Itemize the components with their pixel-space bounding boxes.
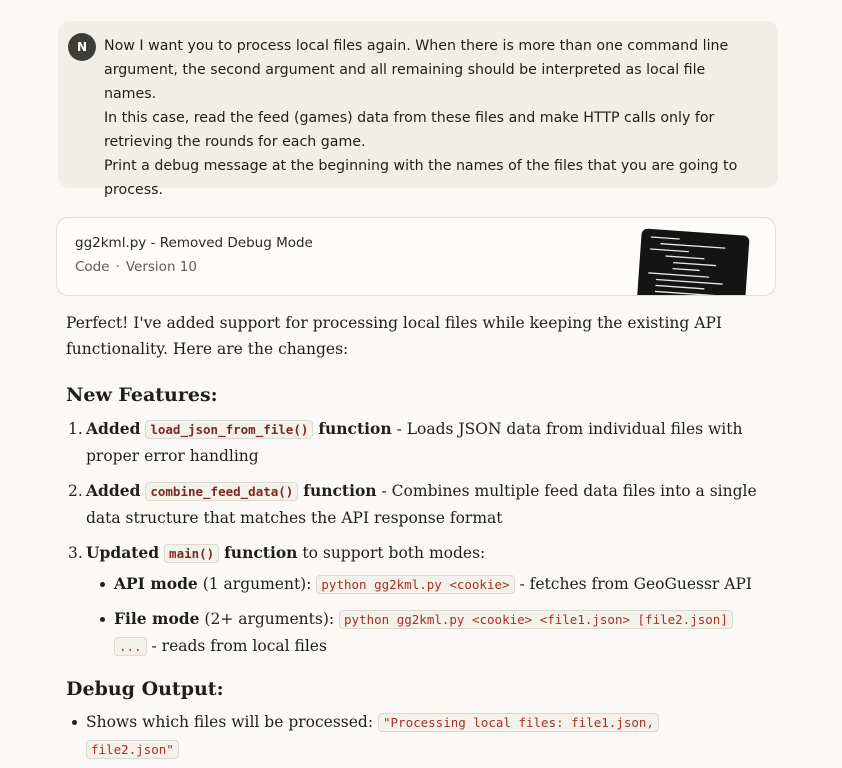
modes-list [86,571,766,660]
debug-list [66,709,706,763]
artifact-version: Version 10 [125,259,197,275]
assistant-response [66,310,766,757]
item-text: - Combines multiple feed data files into a single [376,482,757,500]
item-bold-tail: function [224,543,298,562]
file-mode-args: (2+ arguments): [199,610,340,628]
item-lead: Added [86,481,141,500]
user-message [58,21,778,198]
new-features-heading: New Features: [66,384,218,406]
item-lead: Updated [86,543,160,562]
inline-code: file2.json" [86,740,179,759]
file-mode-tail: - reads from local files [146,637,327,655]
api-mode-tail: - fetches from GeoGuessr API [514,575,753,593]
list-item [86,606,766,660]
inline-code: combine_feed_data() [145,482,298,501]
inline-code: main() [164,544,219,563]
list-item [66,416,766,469]
inline-code: load_json_from_file() [145,420,313,439]
item-bold-tail: function [318,419,392,438]
inline-code: python gg2kml.py <cookie> <file1.json> [file2.json] [339,610,733,629]
user-message-line: Print a debug message at the beginning with the names of the files that you are going to [104,158,738,174]
artifact-title: gg2kml.py - Removed Debug Mode [75,235,313,251]
artifact-subtitle [75,259,197,275]
user-message-line: process. [104,182,164,198]
api-mode-label: API mode [114,574,198,593]
list-number: 3. [68,544,83,562]
intro-text: Perfect! I've added support for processing local files while keeping the existing API [66,314,722,332]
item-text: - Loads JSON data from individual files with [391,420,743,438]
user-message-line: In this case, read the feed (games) data from these files and make HTTP calls only for [104,110,715,126]
file-mode-label: File mode [114,609,200,628]
item-text: data structure that matches the API response format [86,509,503,527]
list-item [66,709,706,763]
code-thumbnail-icon [636,228,749,296]
list-item [66,540,766,660]
user-message-line: retrieving the rounds for each game. [104,134,366,150]
debug-text: Shows which files will be processed: [86,713,378,731]
list-item [66,478,766,531]
features-list [66,416,766,660]
api-mode-args: (1 argument): [197,575,317,593]
artifact-separator: · [115,259,120,275]
inline-code: ... [114,637,147,656]
artifact-card[interactable] [56,217,776,296]
debug-output-heading: Debug Output: [66,678,224,700]
list-item [86,571,766,598]
artifact-type: Code [75,259,110,275]
item-lead: Added [86,419,141,438]
user-message-line: Now I want you to process local files again. When there is more than one command line [104,38,729,54]
inline-code: python gg2kml.py <cookie> [316,575,514,594]
intro-text: functionality. Here are the changes: [66,340,349,358]
item-text: proper error handling [86,447,259,465]
inline-code: "Processing local files: file1.json, [378,713,659,732]
list-number: 2. [68,482,83,500]
item-text: to support both modes: [297,544,486,562]
list-number: 1. [68,420,83,438]
user-avatar: N [68,33,96,61]
user-message-line: argument, the second argument and all remaining should be interpreted as local file names. [104,62,706,102]
item-bold-tail: function [303,481,377,500]
